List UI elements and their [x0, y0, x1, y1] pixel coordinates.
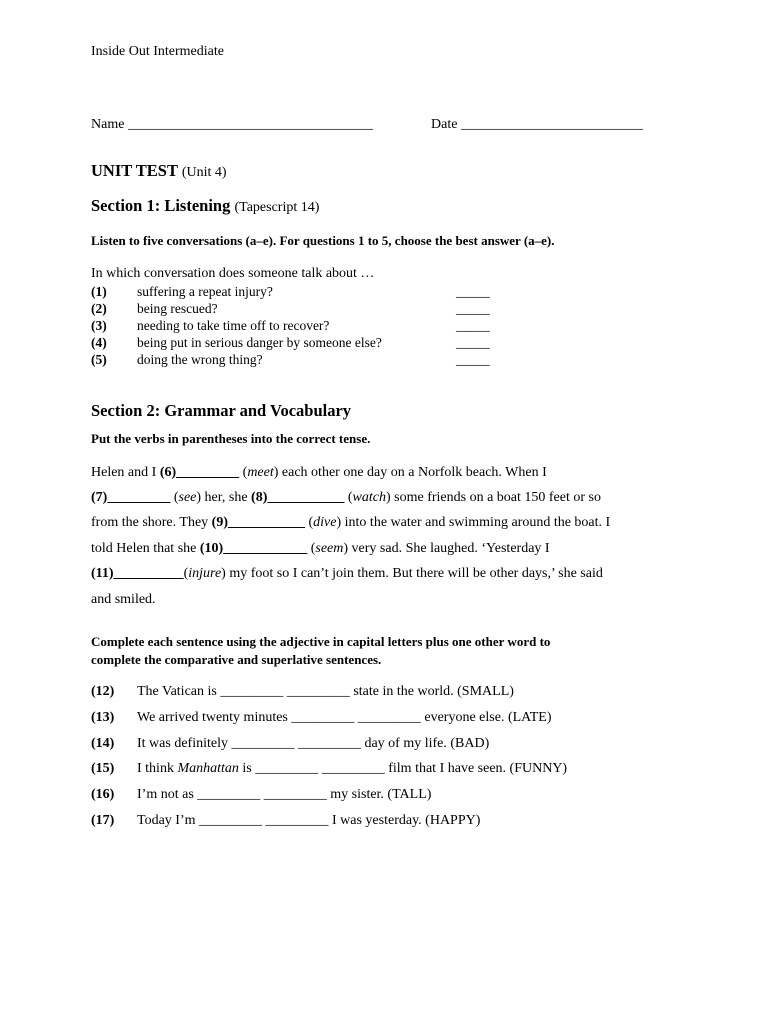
date-blank[interactable]: __________________________	[460, 117, 643, 132]
name-blank[interactable]: ___________________________________	[127, 117, 373, 132]
section1-title: Section 1: Listening	[91, 196, 231, 215]
question-2: (2) being rescued?	[91, 301, 218, 316]
comparative-question-15[interactable]: (15) I think Manhattan is _________ _________ film that I have seen. (FUNNY)	[91, 761, 568, 776]
comparative-question-12[interactable]: (12) The Vatican is _________ _________ state in the world. (SMALL)	[91, 684, 514, 699]
paragraph-line-2: (7)_________ (see) her, she (8)___________ (watch) some friends on a boat 150 feet or so	[91, 490, 601, 505]
section1-heading	[91, 196, 319, 216]
answer-blank-4[interactable]: _____	[456, 335, 490, 350]
gap-7[interactable]: (7)_________	[91, 490, 171, 505]
date-label: Date	[431, 117, 458, 132]
question-5: (5) doing the wrong thing?	[91, 352, 263, 367]
paragraph-line-4: told Helen that she (10)____________ (seem) very sad. She laughed. ‘Yesterday I	[91, 541, 550, 556]
paragraph-line-3: from the shore. They (9)___________ (dive) into the water and swimming around the boat. I	[91, 515, 611, 530]
section2-instruction-2b: complete the comparative and superlative sentences.	[91, 652, 382, 667]
name-field[interactable]	[91, 117, 373, 133]
answer-blank-3[interactable]: _____	[456, 318, 490, 333]
date-field[interactable]	[431, 117, 643, 133]
answer-blank-1[interactable]: _____	[456, 284, 490, 299]
course-header: Inside Out Intermediate	[91, 44, 224, 59]
section2-instruction-1: Put the verbs in parentheses into the correct tense.	[91, 431, 371, 446]
comparative-question-13[interactable]: (13) We arrived twenty minutes _________ _________ everyone else. (LATE)	[91, 710, 552, 725]
gap-6[interactable]: (6)_________	[159, 465, 240, 480]
paragraph-line-6: and smiled.	[91, 592, 156, 607]
gap-9[interactable]: (9)___________	[211, 515, 305, 530]
paragraph-line-5: (11)__________(injure) my foot so I can’t join them. But there will be other days,’ she said	[91, 566, 603, 581]
question-1: (1) suffering a repeat injury?	[91, 284, 273, 299]
paragraph-line-1: Helen and I (6)_________ (meet) each other one day on a Norfolk beach. When I	[91, 465, 547, 480]
comparative-question-16[interactable]: (16) I’m not as _________ _________ my sister. (TALL)	[91, 787, 432, 802]
answer-blank-5[interactable]: _____	[456, 352, 490, 367]
name-label: Name	[91, 117, 125, 132]
comparative-question-14[interactable]: (14) It was definitely _________ _________ day of my life. (BAD)	[91, 736, 490, 751]
gap-11[interactable]: (11)__________	[91, 566, 184, 581]
gap-10[interactable]: (10)____________	[199, 541, 308, 556]
question-3: (3) needing to take time off to recover?	[91, 318, 330, 333]
section2-instruction-2a: Complete each sentence using the adjective in capital letters plus one other word to	[91, 634, 551, 649]
unit-test-title: UNIT TEST	[91, 161, 178, 180]
page-title	[91, 161, 227, 181]
gap-8[interactable]: (8)___________	[251, 490, 345, 505]
section1-sub: (Tapescript 14)	[234, 200, 320, 215]
answer-blank-2[interactable]: _____	[456, 301, 490, 316]
section2-title: Section 2: Grammar and Vocabulary	[91, 401, 352, 420]
unit-label: (Unit 4)	[181, 165, 227, 180]
section1-prompt: In which conversation does someone talk about …	[91, 266, 375, 281]
comparative-question-17[interactable]: (17) Today I’m _________ _________ I was yesterday. (HAPPY)	[91, 813, 481, 828]
section1-instruction: Listen to five conversations (a–e). For questions 1 to 5, choose the best answer (a–e).	[91, 233, 555, 248]
question-4: (4) being put in serious danger by someone else?	[91, 335, 382, 350]
